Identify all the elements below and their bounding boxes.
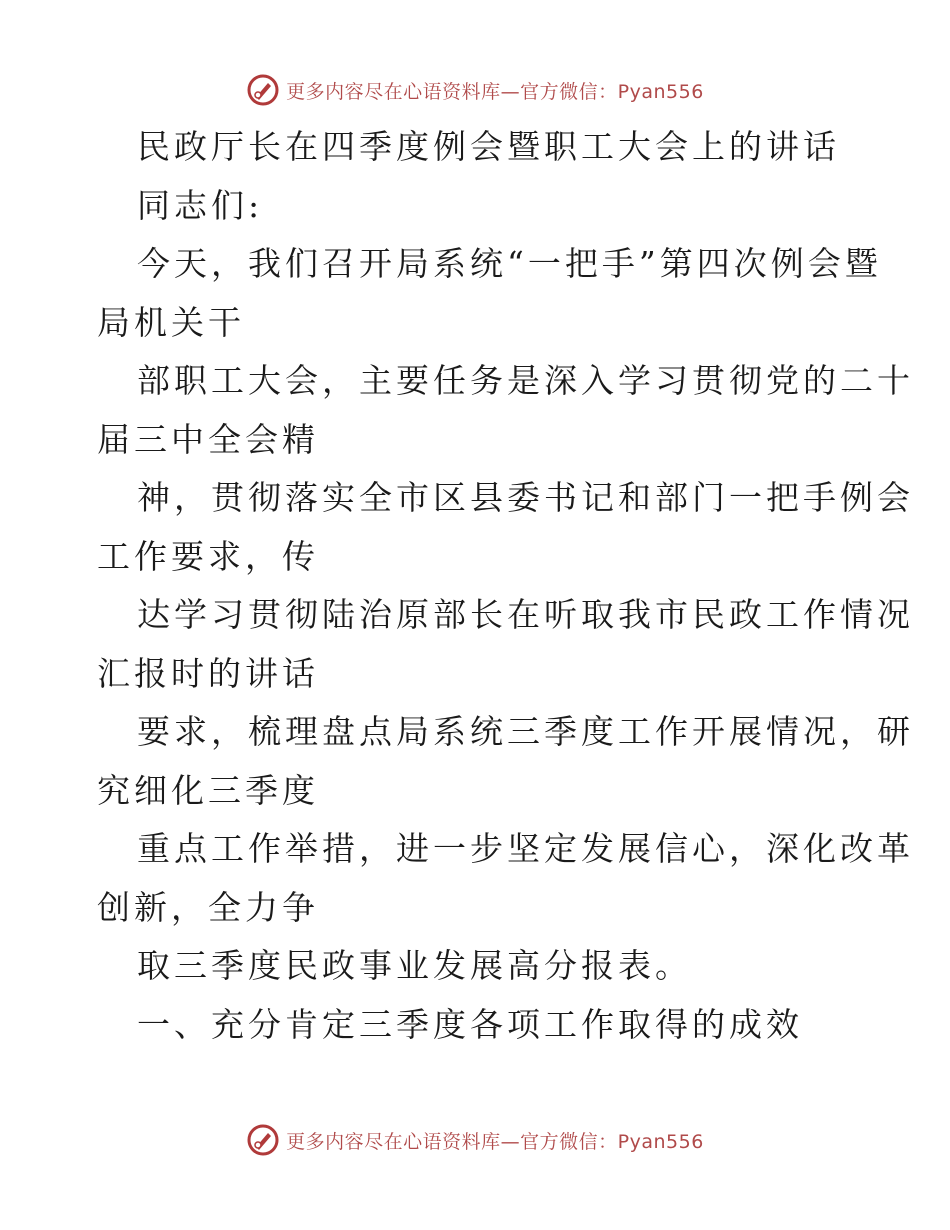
text-line: 重点工作举措，进一步坚定发展信心，深化改革 [137,829,914,868]
footer-watermark [0,1120,950,1160]
text-line: 一、充分肯定三季度各项工作取得的成效 [137,1004,803,1044]
document-body [97,118,914,1054]
pen-logo-icon [246,1123,280,1157]
text-line: 神，贯彻落实全市区县委书记和部门一把手例会 [137,478,914,517]
text-line: 部职工大会，主要任务是深入学习贯彻党的二十 [137,361,914,400]
text-line: 取三季度民政事业发展高分报表。 [137,946,692,985]
text-line: 民政厅长在四季度例会暨职工大会上的讲话 [137,127,840,166]
text-line: 要求，梳理盘点局系统三季度工作开展情况，研 [137,712,914,751]
text-line: 局机关干 [97,302,245,342]
text-line: 究细化三季度 [97,770,319,810]
text-line: 届三中全会精 [97,419,319,459]
text-line: 今天，我们召开局系统“一把手”第四次例会暨 [137,244,882,283]
text-line: 工作要求，传 [97,536,319,576]
text-line: 汇报时的讲话 [97,653,319,693]
watermark-text: 更多内容尽在心语资料库—官方微信：Pyan556 [286,1130,704,1153]
pen-logo-icon [246,73,280,107]
text-line: 达学习贯彻陆治原部长在听取我市民政工作情况 [137,595,914,634]
text-line: 创新，全力争 [97,887,319,927]
text-line: 同志们: [137,185,264,225]
header-watermark [0,70,950,110]
watermark-text: 更多内容尽在心语资料库—官方微信：Pyan556 [286,80,704,103]
